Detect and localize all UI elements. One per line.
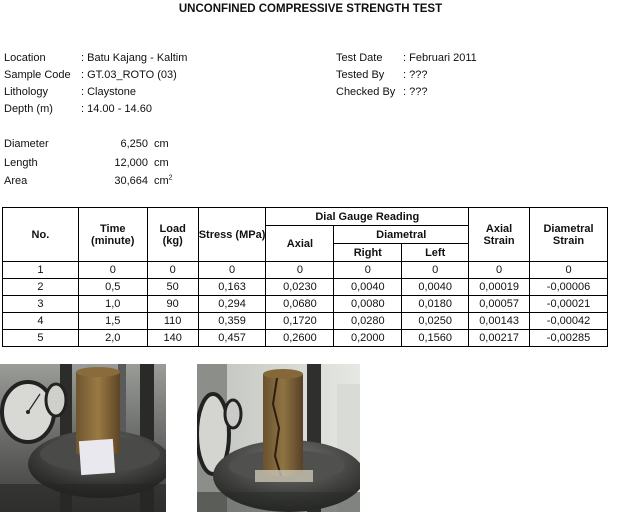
cell-left: 0,0250 (402, 313, 469, 330)
sample-code-row (4, 67, 187, 84)
location-label: Location (4, 52, 46, 64)
table-row (3, 262, 608, 279)
cell-right: 0,0280 (334, 313, 402, 330)
tested-by-row (336, 67, 477, 84)
cell-stress: 0,457 (198, 330, 266, 347)
cell-axial-strain: 0,00143 (469, 313, 530, 330)
col-no-header: No. (3, 208, 79, 262)
col-time-header (78, 208, 147, 262)
length-label: Length (4, 156, 38, 169)
area-unit-exponent: 2 (168, 174, 173, 182)
col-right-header: Right (334, 244, 402, 262)
cell-load: 110 (147, 313, 198, 330)
area-row (4, 172, 173, 191)
cell-stress: 0,163 (198, 279, 266, 296)
lithology-value: : Claystone (81, 86, 137, 98)
cell-load: 140 (147, 330, 198, 347)
cell-axial: 0,0680 (266, 296, 334, 313)
specimen-dimensions (4, 135, 173, 191)
cell-axial-strain: 0,00019 (469, 279, 530, 296)
area-unit (148, 172, 173, 191)
time-header-unit: (minute) (91, 234, 135, 247)
cell-left: 0,1560 (402, 330, 469, 347)
location-value: : Batu Kajang - Kaltim (81, 52, 188, 64)
diameter-unit: cm (154, 138, 169, 150)
sample-info-right (336, 50, 477, 101)
cell-time: 0 (78, 262, 147, 279)
cell-load: 90 (147, 296, 198, 313)
cell-diametral-strain: -0,00021 (530, 296, 608, 313)
length-row (4, 154, 173, 173)
sample-info-left (4, 50, 187, 118)
cell-axial: 0,1720 (266, 313, 334, 330)
checked-by-row (336, 84, 477, 101)
cell-time: 0,5 (78, 279, 147, 296)
dial-gauge-header: Dial Gauge Reading (266, 208, 469, 226)
cell-right: 0,0040 (334, 279, 402, 296)
cell-time: 1,5 (78, 313, 147, 330)
length-value: 12,000 (114, 156, 148, 169)
results-table-body (3, 262, 608, 347)
cell-left: 0,0040 (402, 279, 469, 296)
cell-no: 5 (3, 330, 79, 347)
cell-diametral-strain: -0,00006 (530, 279, 608, 296)
area-value: 30,664 (114, 175, 148, 187)
cell-right: 0,0080 (334, 296, 402, 313)
area-label: Area (4, 175, 28, 187)
cell-axial: 0,2600 (266, 330, 334, 347)
table-row (3, 330, 608, 347)
results-table (2, 207, 608, 347)
col-left-header: Left (402, 244, 469, 262)
axial-strain-line1: Axial (485, 222, 513, 235)
cell-stress: 0,294 (198, 296, 266, 313)
area-unit-base: cm (154, 175, 169, 187)
diameter-value: 6,250 (120, 138, 148, 150)
table-row (3, 279, 608, 296)
depth-value: : 14.00 - 14.60 (81, 103, 152, 115)
cell-diametral-strain: 0 (530, 262, 608, 279)
load-header-label: Load (159, 222, 186, 235)
cell-right: 0 (334, 262, 402, 279)
sample-code-label: Sample Code (4, 69, 71, 81)
table-row (3, 296, 608, 313)
location-row (4, 50, 187, 67)
cell-axial: 0,0230 (266, 279, 334, 296)
col-load-header (147, 208, 198, 262)
cell-no: 2 (3, 279, 79, 296)
cell-axial-strain: 0,00057 (469, 296, 530, 313)
cell-left: 0 (402, 262, 469, 279)
cell-load: 50 (147, 279, 198, 296)
test-date-label: Test Date (336, 52, 383, 64)
load-header-unit: (kg) (162, 234, 183, 247)
axial-strain-line2: Strain (483, 234, 515, 247)
tested-by-value: : ??? (403, 69, 428, 81)
col-axial-strain-header (469, 208, 530, 262)
cell-axial-strain: 0,00217 (469, 330, 530, 347)
diameter-label: Diameter (4, 138, 49, 150)
cell-axial: 0 (266, 262, 334, 279)
length-unit: cm (154, 156, 169, 169)
cell-stress: 0,359 (198, 313, 266, 330)
cell-diametral-strain: -0,00285 (530, 330, 608, 347)
col-diametral-strain-header (530, 208, 608, 262)
cell-time: 1,0 (78, 296, 147, 313)
cell-load: 0 (147, 262, 198, 279)
cell-no: 4 (3, 313, 79, 330)
sample-code-value: : GT.03_ROTO (03) (81, 69, 177, 81)
specimen-photo-before (0, 364, 166, 512)
cell-no: 3 (3, 296, 79, 313)
checked-by-value: : ??? (403, 86, 428, 98)
depth-row (4, 101, 187, 118)
col-axial-header: Axial (266, 226, 334, 262)
cell-axial-strain: 0 (469, 262, 530, 279)
time-header-label: Time (100, 222, 126, 235)
diametral-header: Diametral (334, 226, 469, 244)
cell-no: 1 (3, 262, 79, 279)
lithology-row (4, 84, 187, 101)
cell-diametral-strain: -0,00042 (530, 313, 608, 330)
cell-stress: 0 (198, 262, 266, 279)
lithology-label: Lithology (4, 86, 49, 98)
diametral-strain-line1: Diametral (543, 222, 594, 235)
col-stress-header: Stress (MPa) (198, 208, 266, 262)
cell-right: 0,2000 (334, 330, 402, 347)
tested-by-label: Tested By (336, 69, 385, 81)
report-title: UNCONFINED COMPRESSIVE STRENGTH TEST (178, 3, 443, 15)
test-date-value: : Februari 2011 (403, 52, 477, 64)
table-row (3, 313, 608, 330)
diameter-row (4, 135, 173, 154)
checked-by-label: Checked By (336, 86, 396, 98)
diametral-strain-line2: Strain (552, 234, 585, 247)
cell-time: 2,0 (78, 330, 147, 347)
specimen-photo-after (197, 364, 360, 512)
depth-label: Depth (m) (4, 103, 53, 115)
cell-left: 0,0180 (402, 296, 469, 313)
test-date-row (336, 50, 477, 67)
